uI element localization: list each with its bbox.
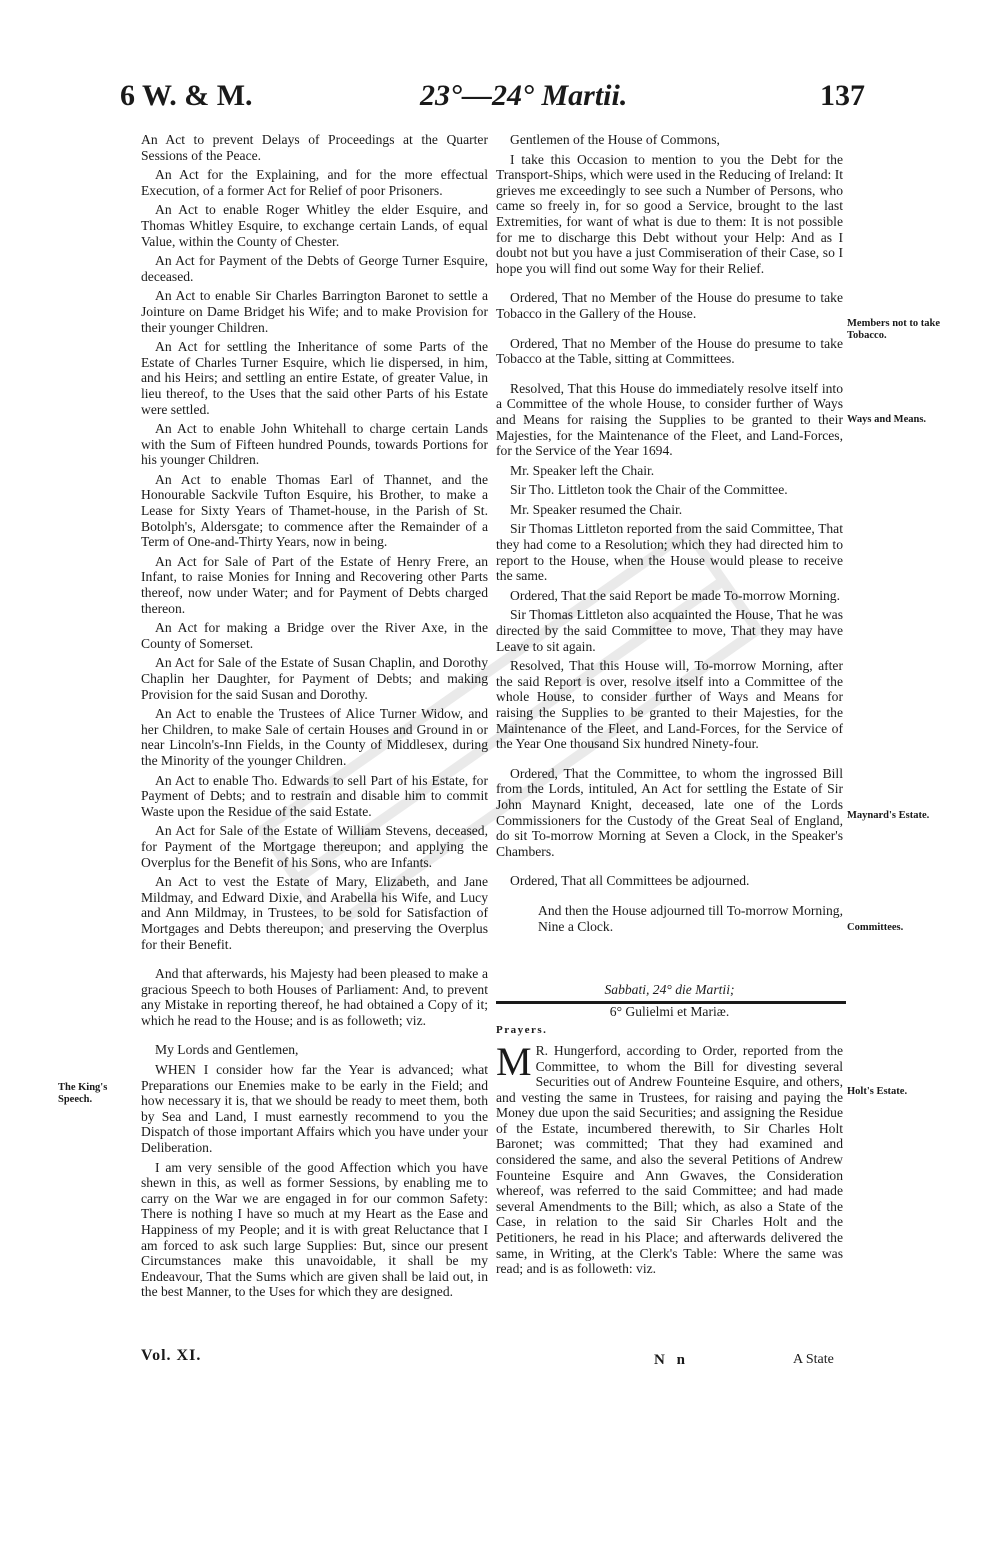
act-10: An Act for making a Bridge over the River Axe, in the County of Somerset. <box>141 620 488 651</box>
holt-report-text: R. Hungerford, according to Order, reported from the Committee, to whom the Bill for divesting several Securities out of Andrew Founteine Esquire, and others, and vesting the same in Trustees, for raising and paying the Money due upon the said Securities; and assigning the Residue of the Estate, incumbered therewith, to Sir Charles Holt Baronet; was committed; That they had examined and considered the same, and also the several Petitions of Andrew Founteine Esquire and Ann Gwaves, the Consideration whereof, was referred to the said Committee; and had made several Amendments to the Bill; which, as also a State of the Case, in relation to the said Sir Charles Holt and the Petitioners, he read in his Place; and afterwards delivered the same, in Writing, at the Clerk's Table: Where the same was read; and is as followeth: viz. <box>496 1042 843 1277</box>
section-rule <box>496 1001 846 1004</box>
order-tobacco-gallery: Ordered, That no Member of the House do presume to take Tobacco in the Gallery of the House. <box>496 290 843 321</box>
drop-cap: M <box>496 1038 532 1084</box>
speaker-left-chair: Mr. Speaker left the Chair. <box>510 462 655 478</box>
speech-paragraph-2: I am very sensible of the good Affection which you have shewn in this, as well as former Sessions, by enabling me to carry on the War we are engaged in for our common Safety: There is nothing I have so much at my Heart as the Ease and Happiness of my People; and it is with great Reluctance that I am forced to ask such large Supplies: But, since our present Circumstances make this unavoidable, it shall be my Endeavour, That the Sums which are given shall be laid out, in the best Manner, to the Uses for which they are designed. <box>141 1159 488 1300</box>
page-header <box>0 78 992 122</box>
order-committees-adjourned: Ordered, That all Committees be adjourned. <box>510 873 750 889</box>
act-14: An Act for Sale of the Estate of William Stevens, deceased, for Payment of the Mortgage thereupon; and applying the Overplus for the Benefit of his Sons, who are Infants. <box>141 823 488 870</box>
act-3: An Act to enable Roger Whitley the elder Esquire, and Thomas Whitley Esquire, to exchange certain Lands, of equal Value, within the County of Chester. <box>141 202 488 249</box>
left-column <box>141 132 488 1304</box>
act-13: An Act to enable Tho. Edwards to sell Part of his Estate, for Payment of Debts; and to restrain and disable him to commit Waste upon the Residue of the said Estate. <box>141 772 488 819</box>
speech-paragraph-1: WHEN I consider how far the Year is advanced; what Preparations our Enemies make to be early in the Field; and how necessary it is, that we should be ready to meet them, both by Sea and Land, I must earnestly recommend to you the Dispatch of those important Affairs which you have under your Deliberation. <box>141 1062 488 1156</box>
littleton-took-chair: Sir Tho. Littleton took the Chair of the Committee. <box>510 482 788 498</box>
act-7: An Act to enable John Whitehall to charge certain Lands with the Sum of Fifteen hundred Pounds, towards Portions for his younger Children. <box>141 421 488 468</box>
margin-note-committees: Committees. <box>847 922 904 933</box>
act-11: An Act for Sale of the Estate of Susan Chaplin, and Dorothy Chaplin her Daughter, for Payment of Debts; and making Provision for the said Susan and Dorothy. <box>141 655 488 702</box>
act-1: An Act to prevent Delays of Proceedings at the Quarter Sessions of the Peace. <box>141 132 488 163</box>
littleton-leave-to-sit: Sir Thomas Littleton also acquainted the House, That he was directed by the said Committee to move, That they may have Leave to sit again. <box>496 607 843 654</box>
signature-mark: N n <box>654 1352 689 1368</box>
sabbati-date: Sabbati, 24° die Martii; <box>604 982 735 998</box>
margin-note-holt: Holt's Estate. <box>847 1086 908 1097</box>
volume-number: Vol. XI. <box>141 1347 202 1364</box>
act-5: An Act to enable Sir Charles Barrington Baronet to settle a Jointure on Dame Bridget his Wife; and to make Provision for their younger Children. <box>141 288 488 335</box>
speech-salutation: My Lords and Gentlemen, <box>155 1042 299 1058</box>
margin-note-ways-and-means: Ways and Means. <box>847 414 927 425</box>
order-maynard-estate: Ordered, That the Committee, to whom the ingrossed Bill from the Lords, intituled, An Act for settling the Estate of Sir John Maynard Knight, deceased, late one of the Lords Commissioners for the Custody of the Great Seal of England, do sit To-morrow Morning at Seven a Clock, in the Speaker's Chambers. <box>496 765 843 859</box>
margin-note-maynard: Maynard's Estate. <box>847 810 930 821</box>
littleton-report: Sir Thomas Littleton reported from the said Committee, That they had come to a Resolution; which they had directed him to report to the House, when the House would please to receive the same. <box>496 521 843 584</box>
regnal-date: 6° Gulielmi et Mariæ. <box>609 1003 730 1019</box>
commons-salutation: Gentlemen of the House of Commons, <box>510 132 720 147</box>
act-4: An Act for Payment of the Debts of George Turner Esquire, deceased. <box>141 253 488 284</box>
act-9: An Act for Sale of Part of the Estate of Henry Frere, an Infant, to raise Monies for Inning and Recovering other Parts thereof, now under Water; and for Payment of Debts charged thereon. <box>141 553 488 616</box>
margin-note-kings-speech: The King's Speech. <box>58 1082 108 1105</box>
act-15: An Act to vest the Estate of Mary, Elizabeth, and Jane Mildmay, and Edward Dixie, and Arabella his Wife, and Lucy and Ann Mildmay, in Trustees, to be sold for Satisfaction of Mortgages and Debts thereupon; and preserving the Overplus for their Benefit. <box>141 874 488 952</box>
order-tobacco-table: Ordered, That no Member of the House do presume to take Tobacco at the Table, sitting at Committees. <box>496 335 843 367</box>
act-8: An Act to enable Thomas Earl of Thannet, and the Honourable Sackvile Tufton Esquire, his Brother, to make a Lease for Sixty Years of Thamet-house, in the Parish of St. Botolph's, Aldersgate; to commence after the Remainder of a Term of One-and-Thirty Years, now in being. <box>141 471 488 550</box>
page-number: 137 <box>820 79 865 112</box>
speaker-resumed-chair: Mr. Speaker resumed the Chair. <box>510 501 683 517</box>
order-report-tomorrow: Ordered, That the said Report be made To-morrow Morning. <box>510 587 840 603</box>
speech-transport-ships: I take this Occasion to mention to you the Debt for the Transport-Ships, which were used in the Reducing of Ireland: It grieves me exceedingly to see such a Number of Persons, who came so freely in, for so good a Service, brought to the last Extremities, for want of what is due to them: It is not possible for me to discharge this Debt without your Help: And as I doubt not but you have a just Commiseration of their Case, so I hope you will find out some Way for their Relief. <box>496 151 843 276</box>
house-adjourned: And then the House adjourned till To-morrow Morning, Nine a Clock. <box>538 902 843 934</box>
date-range: 23°—24° Martii. <box>420 79 628 112</box>
resolved-ways-and-means: Resolved, That this House do immediately resolve itself into a Committee of the whole House, to consider further of Ways and Means for raising the Supplies to be granted to their Majesties, for the Maintenance of the Fleet, and Land-Forces, for the Service of the Year 1694. <box>496 380 843 459</box>
act-12: An Act to enable the Trustees of Alice Turner Widow, and her Children, to make Sale of certain Houses and Ground in or near Lincoln's-Inn Fields, in the County of Middlesex, during the Minority of the younger Children. <box>141 706 488 768</box>
catchword: A State <box>793 1352 834 1367</box>
margin-note-tobacco: Members not to take Tobacco. <box>847 318 941 341</box>
resolved-committee-tomorrow: Resolved, That this House will, To-morrow Morning, after the said Report is over, resolve itself into a Committee of the whole House, to consider further of Ways and Means for raising the Supplies to be granted to their Majesties, for the Maintenance of the Fleet, and Land-Forces, for the Service of the Year One thousand Six hundred Ninety-four. <box>496 658 843 752</box>
act-6: An Act for settling the Inheritance of some Parts of the Estate of Charles Turner Esquire, which lie dispersed, in him, and his Heirs; and settling an entire Estate, of greater Value, in lieu thereof, to the Uses that the said other Parts of his Estate were settled. <box>141 339 488 417</box>
speech-introduction: And that afterwards, his Majesty had been pleased to make a gracious Speech to both Houses of Parliament: And, to prevent any Mistake in reporting thereof, he had obtained a Copy of it; which he read to the House; and is as followeth; viz. <box>141 966 488 1028</box>
act-2: An Act for the Explaining, and for the more effectual Execution, of a former Act for Relief of poor Prisoners. <box>141 167 488 198</box>
holt-report <box>496 1038 843 1277</box>
right-column <box>496 132 843 1281</box>
prayers-heading: Prayers. <box>496 1024 548 1037</box>
regnal-year: 6 W. & M. <box>120 79 253 112</box>
